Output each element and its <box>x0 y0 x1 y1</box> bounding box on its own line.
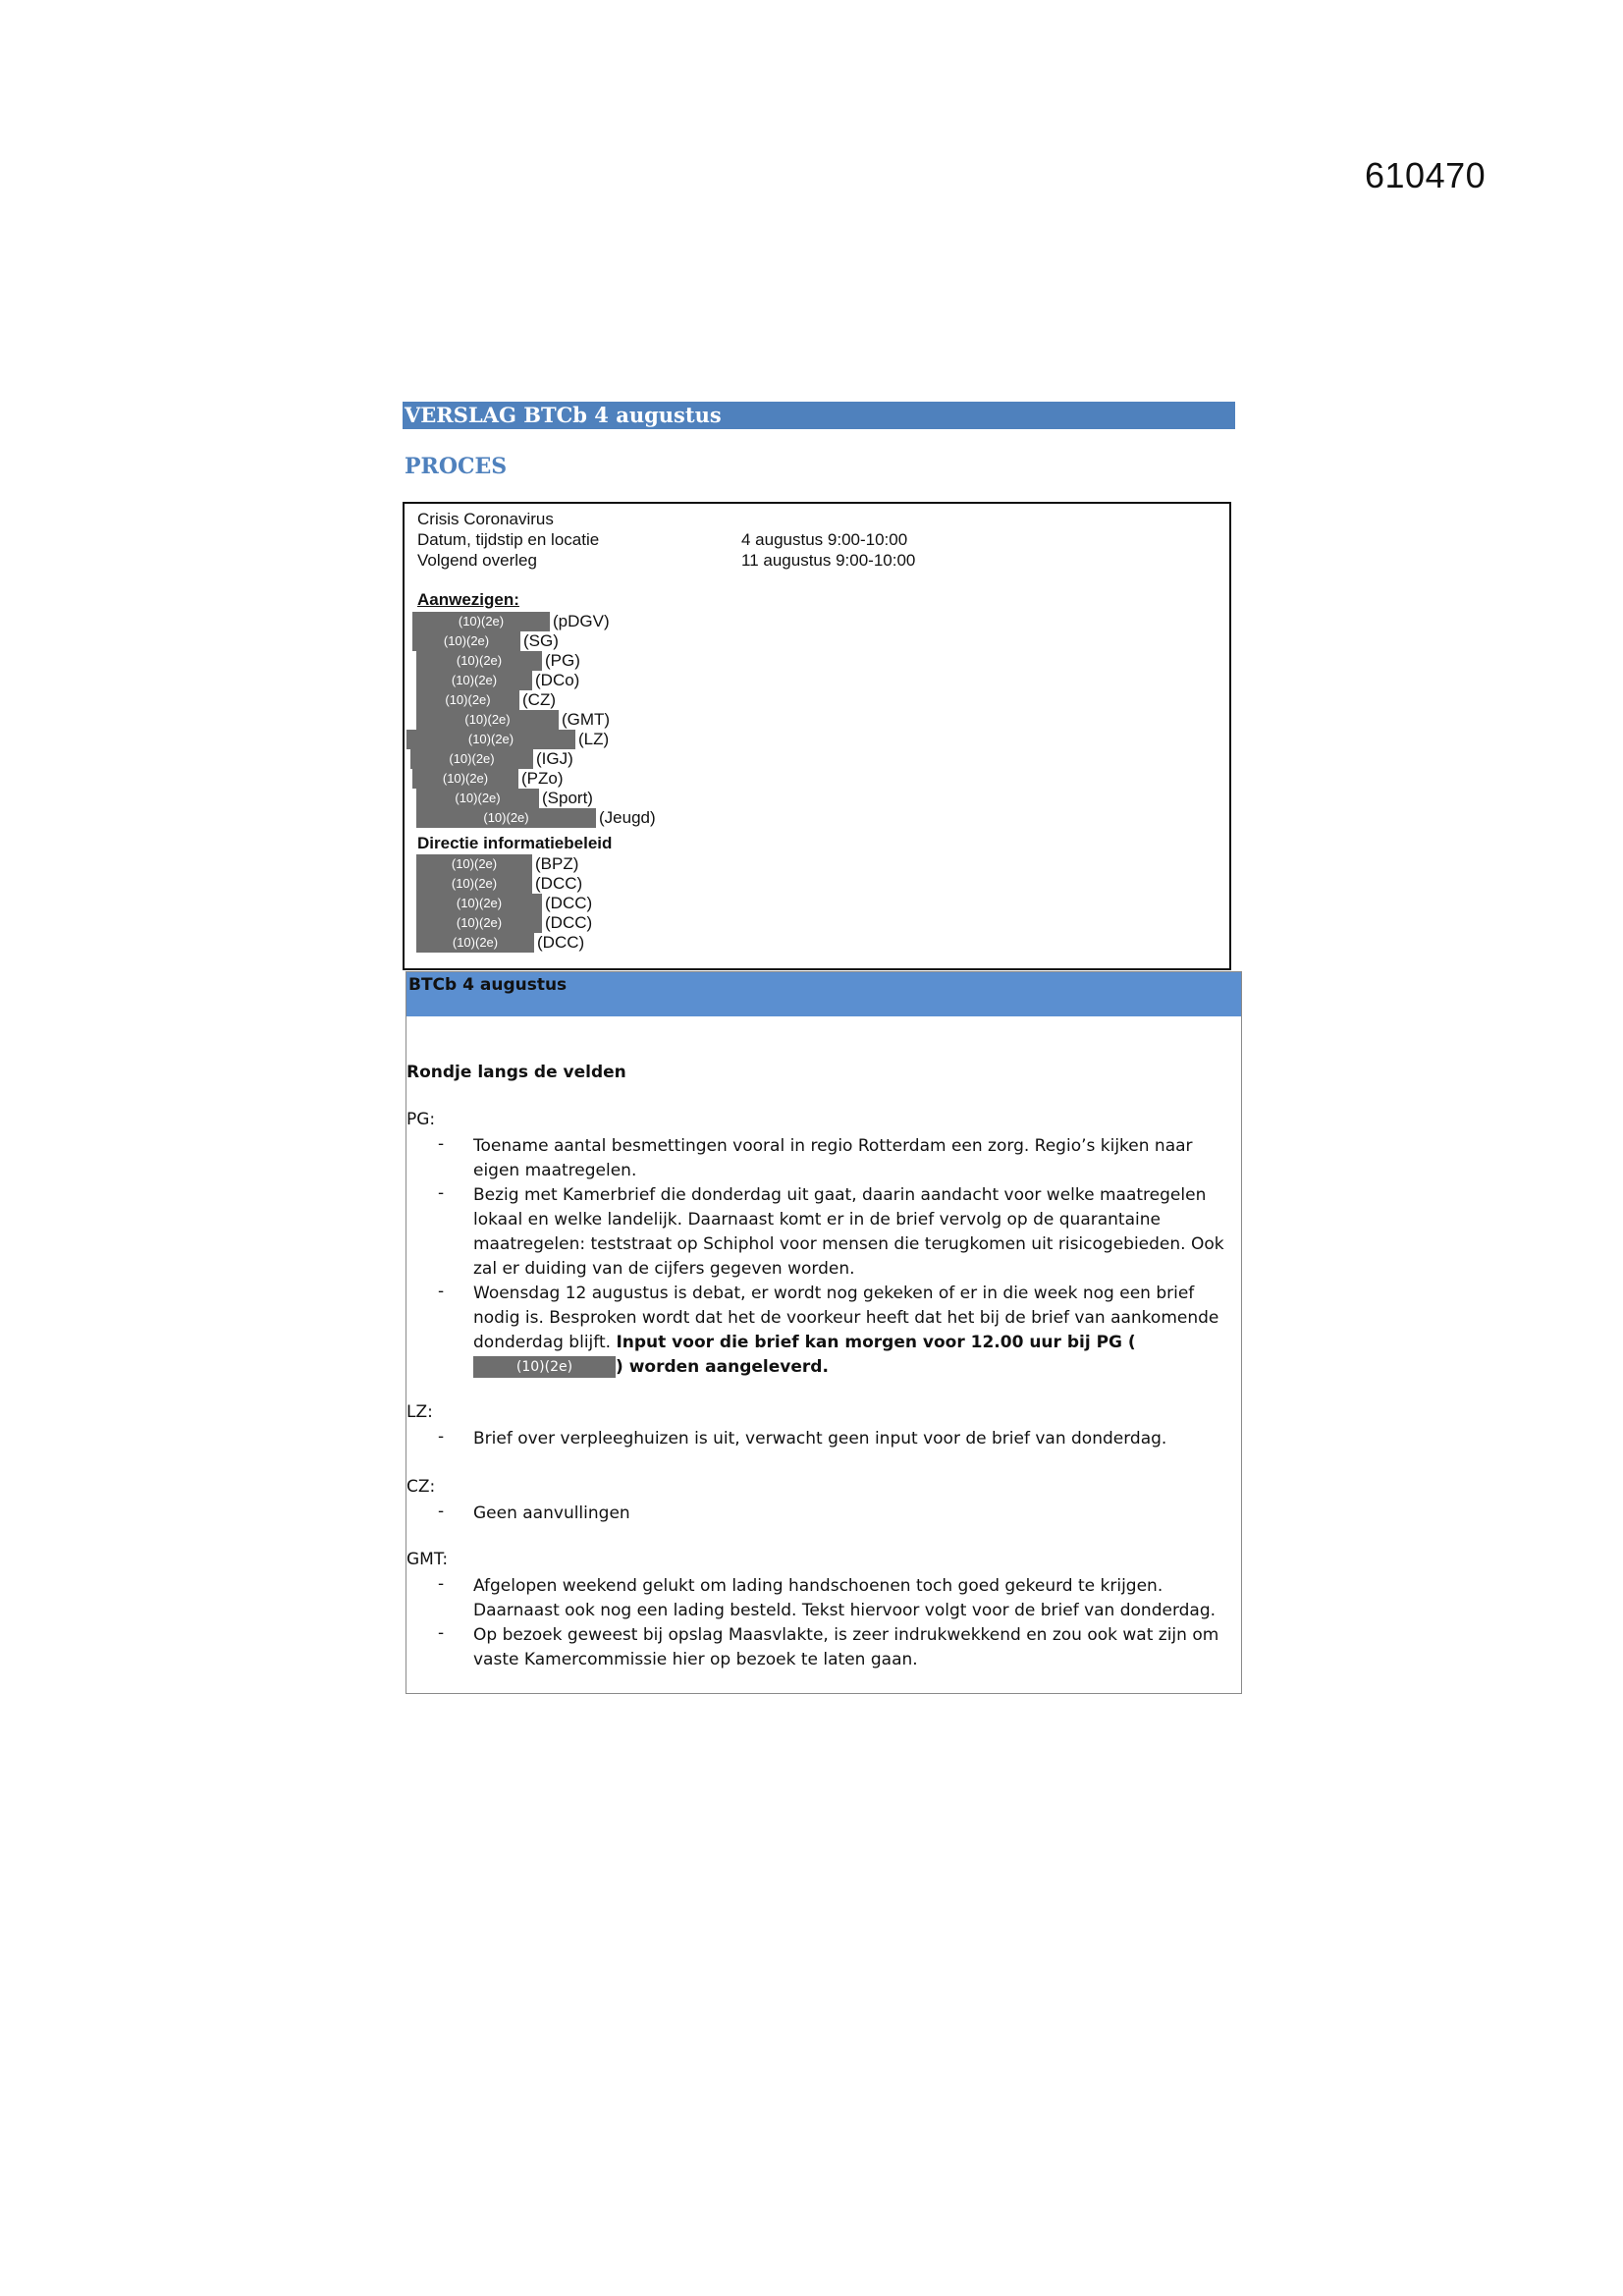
bullet-dash: - <box>438 1282 445 1301</box>
attendee-role: (DCo) <box>535 671 580 689</box>
attendee-row <box>412 631 559 651</box>
proces-box <box>403 502 1231 970</box>
directie-label: Directie informatiebeleid <box>417 834 613 852</box>
lz-label: LZ: <box>406 1402 433 1422</box>
attendee-role: (PZo) <box>521 769 564 788</box>
bullet-dash: - <box>438 1574 445 1594</box>
attendee-role: (DCC) <box>537 933 585 952</box>
attendee-row <box>416 789 593 808</box>
lz-item: Brief over verpleeghuizen is uit, verwacht geen input voor de brief van donderdag. <box>473 1429 1167 1449</box>
redaction-block: (10)(2e) <box>416 690 519 710</box>
pg-label: PG: <box>406 1110 436 1129</box>
gmt-item-1: Afgelopen weekend gelukt om lading handschoenen toch goed gekeurd te krijgen. Daarnaast ook nog een lading besteld. Tekst hiervoor volgt voor de brief van donderdag. <box>473 1576 1217 1620</box>
bullet-dash: - <box>438 1183 445 1203</box>
redaction-block: (10)(2e) <box>473 1356 616 1378</box>
redaction-block: (10)(2e) <box>412 631 520 651</box>
bullet-dash: - <box>438 1623 445 1643</box>
attendee-role: (DCC) <box>545 894 593 912</box>
redaction-block: (10)(2e) <box>416 710 559 730</box>
attendee-row <box>416 710 610 730</box>
btcb-section <box>406 971 1242 1694</box>
gmt-label: GMT: <box>406 1550 449 1569</box>
attendee-role: (Jeugd) <box>599 808 656 827</box>
gmt-item-2: Op bezoek geweest bij opslag Maasvlakte, is zeer indrukwekkend en zou ook wat zijn om vaste Kamercommissie hier op bezoek te laten gaan. <box>473 1625 1219 1669</box>
attendee-role: (BPZ) <box>535 854 579 873</box>
attendee-role: (pDGV) <box>553 612 610 630</box>
redaction-block: (10)(2e) <box>410 749 533 769</box>
bullet-dash: - <box>438 1502 445 1521</box>
attendee-row <box>416 651 580 671</box>
attendee-role: (GMT) <box>562 710 611 729</box>
directie-row <box>416 854 578 874</box>
volgend-overleg-label: Volgend overleg <box>417 551 537 570</box>
btcb-header: BTCb 4 augustus <box>406 972 1241 1016</box>
redaction-block: (10)(2e) <box>416 874 532 894</box>
cz-label: CZ: <box>406 1477 436 1497</box>
crisis-label: Crisis Coronavirus <box>417 510 554 528</box>
attendee-role: (IGJ) <box>536 749 573 768</box>
attendee-row <box>416 808 656 828</box>
attendee-role: (SG) <box>523 631 559 650</box>
pg-item-1: Toename aantal besmettingen vooral in regio Rotterdam een zorg. Regio’s kijken naar eigen maatregelen. <box>473 1136 1193 1180</box>
redaction-block: (10)(2e) <box>412 612 550 631</box>
redaction-block: (10)(2e) <box>416 933 534 953</box>
pg-item-3-bold: Input voor die brief kan morgen voor 12.00 uur bij PG ( <box>616 1333 1136 1352</box>
attendee-role: (Sport) <box>542 789 593 807</box>
bullet-dash: - <box>438 1427 445 1447</box>
section-heading-proces: PROCES <box>405 454 508 479</box>
attendee-row <box>416 690 556 710</box>
pg-item-3 <box>473 1282 1244 1380</box>
attendee-row <box>412 769 564 789</box>
attendee-role: (DCC) <box>545 913 593 932</box>
pg-item-3-bold-end: ) worden aangeleverd. <box>616 1357 829 1377</box>
directie-row <box>416 933 584 953</box>
document-number: 610470 <box>1365 155 1487 195</box>
redaction-block: (10)(2e) <box>416 894 542 913</box>
volgend-overleg-value: 11 augustus 9:00-10:00 <box>741 551 916 570</box>
cz-item: Geen aanvullingen <box>473 1503 630 1523</box>
aanwezigen-heading: Aanwezigen: <box>417 590 519 609</box>
datum-value: 4 augustus 9:00-10:00 <box>741 530 908 549</box>
redaction-block: (10)(2e) <box>416 671 532 690</box>
report-title-bar: VERSLAG BTCb 4 augustus <box>403 402 1235 429</box>
redaction-block: (10)(2e) <box>416 808 596 828</box>
attendee-role: (LZ) <box>578 730 610 748</box>
attendee-row <box>406 730 609 749</box>
redaction-block: (10)(2e) <box>416 913 542 933</box>
attendee-role: (PG) <box>545 651 580 670</box>
pg-item-3-text: Woensdag 12 augustus is debat, er wordt nog gekeken of er in die week nog een brief nodig is. Besproken wordt dat het de voorkeur heeft dat het bij de brief van aankomende donderdag blijft. <box>473 1284 1219 1352</box>
directie-row <box>416 913 592 933</box>
redaction-block: (10)(2e) <box>416 789 539 808</box>
redaction-block: (10)(2e) <box>416 854 532 874</box>
redaction-block: (10)(2e) <box>416 651 542 671</box>
pg-item-2: Bezig met Kamerbrief die donderdag uit gaat, daarin aandacht voor welke maatregelen lokaal en welke landelijk. Daarnaast komt er in de brief vervolg op de quarantaine maatregelen: teststraat op Schiphol voor mensen die terugkomen uit risicogebieden. Ook zal er duiding van de cijfers gegeven worden. <box>473 1185 1224 1279</box>
directie-row <box>416 874 582 894</box>
attendee-row <box>416 671 579 690</box>
attendee-row <box>410 749 573 769</box>
directie-row <box>416 894 592 913</box>
attendee-row <box>412 612 610 631</box>
redaction-block: (10)(2e) <box>412 769 518 789</box>
redaction-block: (10)(2e) <box>406 730 575 749</box>
attendee-role: (CZ) <box>522 690 556 709</box>
datum-label: Datum, tijdstip en locatie <box>417 530 600 549</box>
rondje-heading: Rondje langs de velden <box>406 1063 626 1082</box>
bullet-dash: - <box>438 1134 445 1154</box>
attendee-role: (DCC) <box>535 874 583 893</box>
